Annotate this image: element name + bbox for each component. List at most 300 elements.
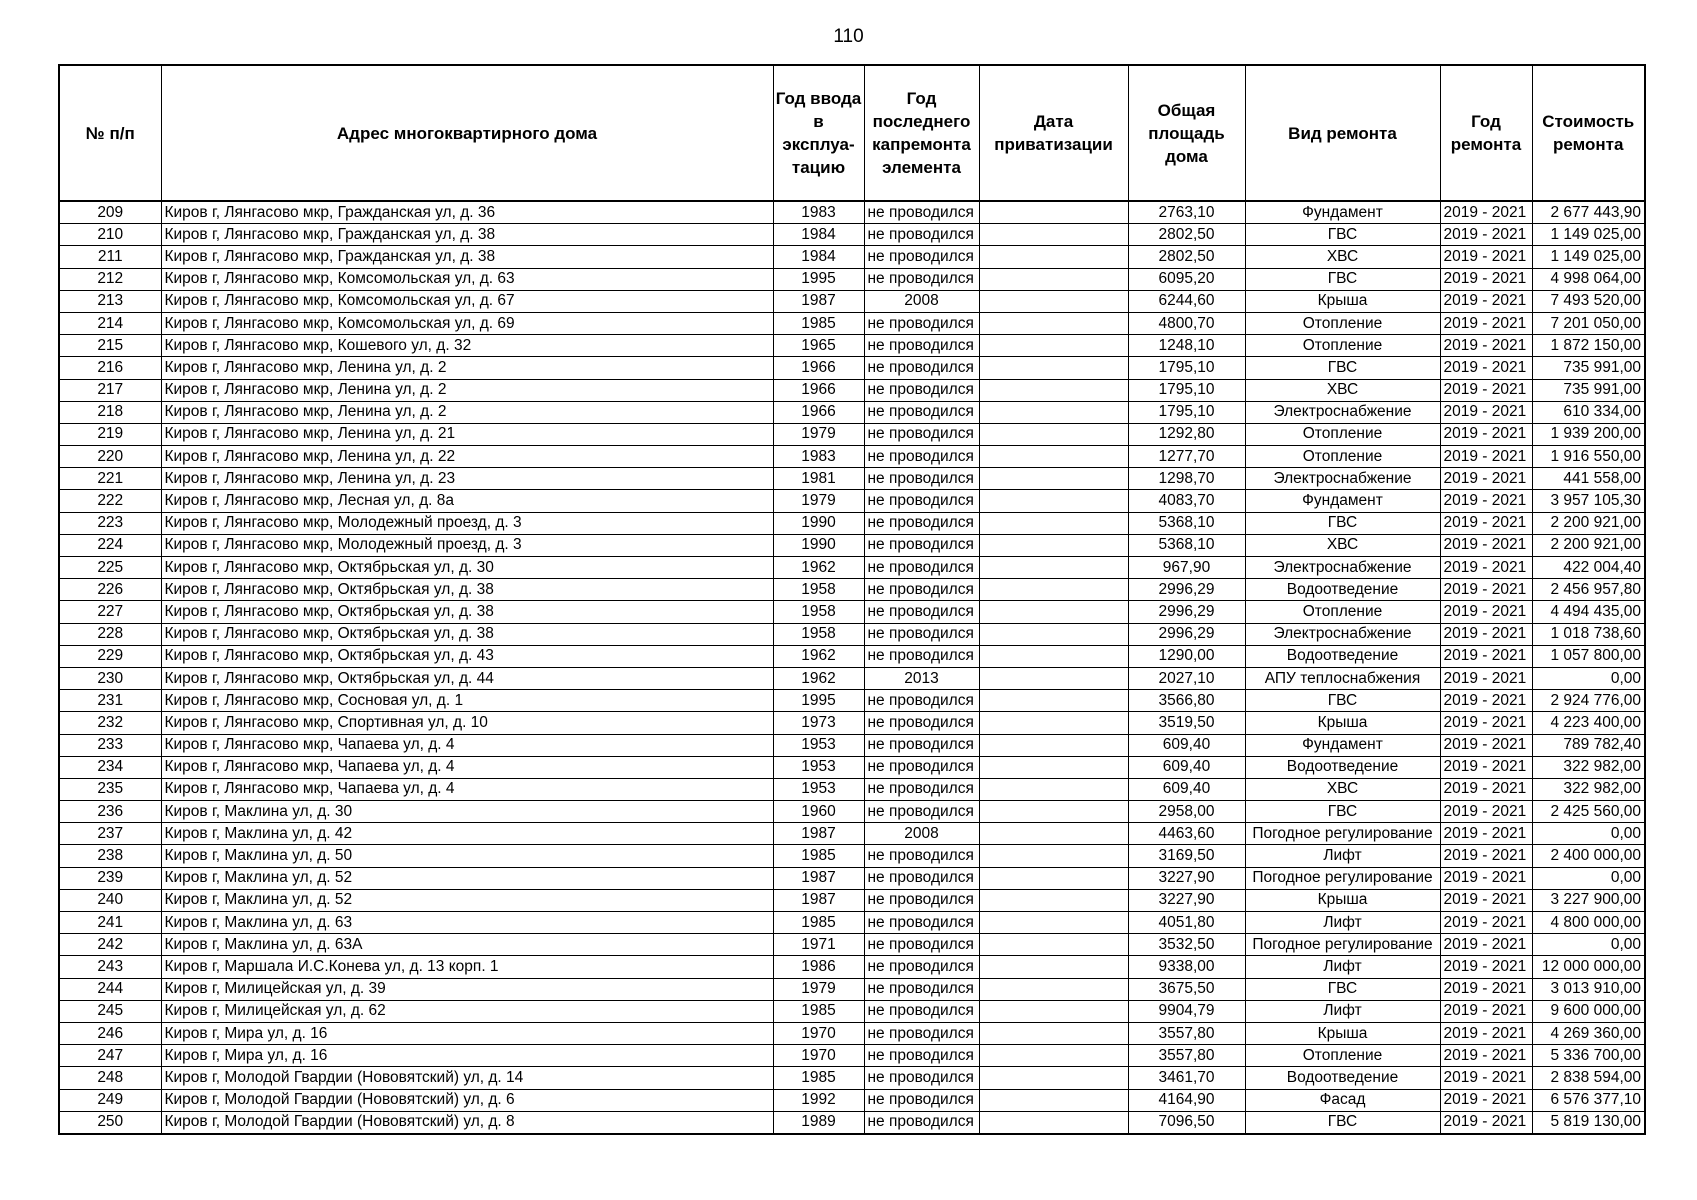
row-address: Киров г, Лянгасово мкр, Молодежный проезд, д. 3 [161,512,773,534]
table-row [59,734,1645,756]
row-repair-kind: ГВС [1245,801,1440,823]
row-privatization [979,645,1128,667]
row-privatization [979,1000,1128,1022]
row-last-repair: не проводился [864,379,979,401]
row-cost: 2 400 000,00 [1532,845,1645,867]
row-last-repair: не проводился [864,534,979,556]
table-row [59,712,1645,734]
row-number: 211 [59,246,161,268]
row-privatization [979,1045,1128,1067]
row-year-built: 1960 [773,801,864,823]
row-repair-period: 2019 - 2021 [1440,512,1532,534]
row-cost: 1 872 150,00 [1532,335,1645,357]
row-repair-kind: Лифт [1245,845,1440,867]
row-privatization [979,601,1128,623]
row-address: Киров г, Лянгасово мкр, Октябрьская ул, д. 38 [161,601,773,623]
row-cost: 4 800 000,00 [1532,912,1645,934]
row-repair-kind: Отопление [1245,423,1440,445]
row-cost: 9 600 000,00 [1532,1000,1645,1022]
row-cost: 1 018 738,60 [1532,623,1645,645]
row-repair-period: 2019 - 2021 [1440,845,1532,867]
row-area: 609,40 [1128,734,1245,756]
row-year-built: 1958 [773,579,864,601]
row-number: 238 [59,845,161,867]
row-number: 220 [59,446,161,468]
row-privatization [979,712,1128,734]
row-year-built: 1990 [773,534,864,556]
row-privatization [979,778,1128,800]
row-cost: 3 957 105,30 [1532,490,1645,512]
row-address: Киров г, Лянгасово мкр, Спортивная ул, д. 10 [161,712,773,734]
row-privatization [979,201,1128,224]
row-repair-period: 2019 - 2021 [1440,335,1532,357]
row-cost: 4 998 064,00 [1532,268,1645,290]
row-number: 231 [59,690,161,712]
row-year-built: 1962 [773,667,864,689]
row-area: 1277,70 [1128,446,1245,468]
table-row [59,845,1645,867]
row-privatization [979,823,1128,845]
row-repair-kind: Фундамент [1245,734,1440,756]
row-last-repair: не проводился [864,224,979,246]
row-repair-kind: Водоотведение [1245,579,1440,601]
row-number: 215 [59,335,161,357]
row-number: 212 [59,268,161,290]
row-number: 218 [59,401,161,423]
row-number: 209 [59,201,161,224]
row-address: Киров г, Мира ул, д. 16 [161,1045,773,1067]
row-privatization [979,534,1128,556]
table-row [59,1000,1645,1022]
row-area: 9338,00 [1128,956,1245,978]
row-area: 4164,90 [1128,1089,1245,1111]
row-address: Киров г, Лянгасово мкр, Гражданская ул, д. 38 [161,246,773,268]
row-repair-kind: ГВС [1245,268,1440,290]
row-privatization [979,512,1128,534]
row-year-built: 1987 [773,823,864,845]
row-cost: 735 991,00 [1532,379,1645,401]
row-repair-kind: ГВС [1245,978,1440,1000]
row-area: 609,40 [1128,778,1245,800]
row-privatization [979,912,1128,934]
row-privatization [979,690,1128,712]
row-number: 222 [59,490,161,512]
header-num: № п/п [59,65,161,201]
row-number: 243 [59,956,161,978]
row-address: Киров г, Лянгасово мкр, Ленина ул, д. 23 [161,468,773,490]
row-last-repair: не проводился [864,734,979,756]
row-address: Киров г, Лянгасово мкр, Комсомольская ул, д. 69 [161,312,773,334]
row-last-repair: 2008 [864,290,979,312]
row-address: Киров г, Лянгасово мкр, Комсомольская ул, д. 63 [161,268,773,290]
row-number: 239 [59,867,161,889]
row-cost: 441 558,00 [1532,468,1645,490]
row-last-repair: не проводился [864,645,979,667]
row-address: Киров г, Лянгасово мкр, Комсомольская ул, д. 67 [161,290,773,312]
row-repair-period: 2019 - 2021 [1440,734,1532,756]
row-repair-kind: Лифт [1245,1000,1440,1022]
table-row [59,579,1645,601]
row-repair-kind: ГВС [1245,224,1440,246]
row-repair-kind: Отопление [1245,312,1440,334]
row-repair-kind: АПУ теплоснабжения [1245,667,1440,689]
row-privatization [979,312,1128,334]
row-last-repair: не проводился [864,778,979,800]
row-year-built: 1992 [773,1089,864,1111]
row-privatization [979,1067,1128,1089]
table-row [59,401,1645,423]
page-number: 110 [833,26,864,47]
table-row [59,778,1645,800]
row-area: 4463,60 [1128,823,1245,845]
row-area: 2027,10 [1128,667,1245,689]
row-area: 1795,10 [1128,401,1245,423]
row-last-repair: не проводился [864,845,979,867]
row-repair-period: 2019 - 2021 [1440,290,1532,312]
table-body [59,201,1645,1134]
row-privatization [979,667,1128,689]
row-repair-period: 2019 - 2021 [1440,401,1532,423]
row-repair-kind: Отопление [1245,601,1440,623]
table-row [59,357,1645,379]
row-area: 1292,80 [1128,423,1245,445]
row-year-built: 1971 [773,934,864,956]
row-year-built: 1979 [773,490,864,512]
row-year-built: 1983 [773,446,864,468]
row-cost: 422 004,40 [1532,557,1645,579]
row-cost: 735 991,00 [1532,357,1645,379]
row-address: Киров г, Лянгасово мкр, Молодежный проезд, д. 3 [161,534,773,556]
row-repair-kind: ХВС [1245,246,1440,268]
row-privatization [979,357,1128,379]
row-repair-kind: Погодное регулирование [1245,934,1440,956]
row-year-built: 1953 [773,734,864,756]
table-row [59,1089,1645,1111]
row-last-repair: не проводился [864,1022,979,1044]
row-area: 4083,70 [1128,490,1245,512]
row-cost: 2 200 921,00 [1532,534,1645,556]
row-area: 1298,70 [1128,468,1245,490]
table-row [59,601,1645,623]
row-privatization [979,423,1128,445]
row-repair-period: 2019 - 2021 [1440,534,1532,556]
row-cost: 2 677 443,90 [1532,201,1645,224]
header-privatization: Дата приватизации [979,65,1128,201]
row-year-built: 1984 [773,224,864,246]
row-address: Киров г, Маклина ул, д. 50 [161,845,773,867]
row-number: 217 [59,379,161,401]
row-number: 235 [59,778,161,800]
row-number: 248 [59,1067,161,1089]
row-year-built: 1985 [773,1067,864,1089]
table-row [59,290,1645,312]
row-last-repair: не проводился [864,1067,979,1089]
row-repair-kind: ГВС [1245,357,1440,379]
row-area: 9904,79 [1128,1000,1245,1022]
row-cost: 322 982,00 [1532,756,1645,778]
row-year-built: 1979 [773,423,864,445]
row-cost: 12 000 000,00 [1532,956,1645,978]
row-number: 241 [59,912,161,934]
table-row [59,557,1645,579]
row-repair-period: 2019 - 2021 [1440,357,1532,379]
row-number: 230 [59,667,161,689]
table-row [59,645,1645,667]
table-row [59,690,1645,712]
row-last-repair: не проводился [864,601,979,623]
row-address: Киров г, Милицейская ул, д. 39 [161,978,773,1000]
table-row [59,801,1645,823]
row-repair-kind: Электроснабжение [1245,468,1440,490]
row-year-built: 1962 [773,557,864,579]
row-area: 7096,50 [1128,1111,1245,1134]
row-repair-period: 2019 - 2021 [1440,712,1532,734]
row-year-built: 1973 [773,712,864,734]
row-address: Киров г, Лянгасово мкр, Чапаева ул, д. 4 [161,756,773,778]
header-area: Общая площадь дома [1128,65,1245,201]
row-repair-kind: Погодное регулирование [1245,867,1440,889]
row-cost: 0,00 [1532,867,1645,889]
row-year-built: 1986 [773,956,864,978]
table-row [59,201,1645,224]
row-year-built: 1985 [773,1000,864,1022]
row-last-repair: не проводился [864,1111,979,1134]
row-area: 6095,20 [1128,268,1245,290]
row-repair-kind: Электроснабжение [1245,623,1440,645]
row-area: 2996,29 [1128,601,1245,623]
row-year-built: 1990 [773,512,864,534]
row-privatization [979,557,1128,579]
row-repair-period: 2019 - 2021 [1440,224,1532,246]
row-year-built: 1985 [773,312,864,334]
row-repair-period: 2019 - 2021 [1440,823,1532,845]
row-repair-kind: Отопление [1245,1045,1440,1067]
row-year-built: 1965 [773,335,864,357]
header-repair-kind: Вид ремонта [1245,65,1440,201]
row-repair-kind: ГВС [1245,512,1440,534]
row-privatization [979,801,1128,823]
row-address: Киров г, Лянгасово мкр, Ленина ул, д. 2 [161,401,773,423]
row-number: 244 [59,978,161,1000]
row-cost: 7 493 520,00 [1532,290,1645,312]
repair-table [58,64,1646,1135]
table-row [59,1045,1645,1067]
row-repair-period: 2019 - 2021 [1440,1045,1532,1067]
row-last-repair: не проводился [864,801,979,823]
row-number: 224 [59,534,161,556]
row-repair-kind: Погодное регулирование [1245,823,1440,845]
row-address: Киров г, Лянгасово мкр, Ленина ул, д. 22 [161,446,773,468]
row-last-repair: не проводился [864,579,979,601]
table-row [59,490,1645,512]
row-repair-kind: ГВС [1245,690,1440,712]
row-last-repair: не проводился [864,335,979,357]
row-area: 1290,00 [1128,645,1245,667]
header-cost: Стоимость ремонта [1532,65,1645,201]
row-privatization [979,867,1128,889]
header-last-repair: Год последнего капремонта элемента [864,65,979,201]
row-year-built: 1981 [773,468,864,490]
row-number: 246 [59,1022,161,1044]
table-row [59,312,1645,334]
row-repair-kind: ХВС [1245,534,1440,556]
row-number: 229 [59,645,161,667]
row-repair-period: 2019 - 2021 [1440,801,1532,823]
row-privatization [979,268,1128,290]
header-address: Адрес многоквартирного дома [161,65,773,201]
row-area: 1795,10 [1128,379,1245,401]
row-privatization [979,335,1128,357]
row-last-repair: не проводился [864,1045,979,1067]
row-address: Киров г, Лянгасово мкр, Лесная ул, д. 8а [161,490,773,512]
row-number: 213 [59,290,161,312]
row-repair-period: 2019 - 2021 [1440,1067,1532,1089]
row-address: Киров г, Маклина ул, д. 63А [161,934,773,956]
row-last-repair: не проводился [864,512,979,534]
row-cost: 4 269 360,00 [1532,1022,1645,1044]
row-cost: 1 916 550,00 [1532,446,1645,468]
row-repair-kind: Электроснабжение [1245,401,1440,423]
row-year-built: 1984 [773,246,864,268]
row-area: 967,90 [1128,557,1245,579]
row-privatization [979,756,1128,778]
table-row [59,1111,1645,1134]
table-row [59,468,1645,490]
row-area: 5368,10 [1128,512,1245,534]
row-repair-period: 2019 - 2021 [1440,1000,1532,1022]
row-year-built: 1987 [773,290,864,312]
row-repair-kind: Отопление [1245,335,1440,357]
row-privatization [979,379,1128,401]
row-cost: 3 227 900,00 [1532,889,1645,911]
table-row [59,1067,1645,1089]
row-year-built: 1995 [773,690,864,712]
row-year-built: 1995 [773,268,864,290]
row-area: 3461,70 [1128,1067,1245,1089]
row-area: 609,40 [1128,756,1245,778]
row-number: 216 [59,357,161,379]
table-row [59,224,1645,246]
row-number: 233 [59,734,161,756]
row-number: 223 [59,512,161,534]
row-number: 225 [59,557,161,579]
row-area: 2996,29 [1128,579,1245,601]
row-year-built: 1970 [773,1022,864,1044]
row-year-built: 1985 [773,912,864,934]
row-last-repair: не проводился [864,468,979,490]
row-repair-period: 2019 - 2021 [1440,1022,1532,1044]
row-repair-period: 2019 - 2021 [1440,379,1532,401]
table-row [59,423,1645,445]
row-address: Киров г, Молодой Гвардии (Нововятский) ул, д. 6 [161,1089,773,1111]
row-address: Киров г, Мира ул, д. 16 [161,1022,773,1044]
row-cost: 0,00 [1532,667,1645,689]
row-cost: 7 201 050,00 [1532,312,1645,334]
table-row [59,756,1645,778]
row-cost: 0,00 [1532,823,1645,845]
row-last-repair: не проводился [864,690,979,712]
row-cost: 1 149 025,00 [1532,224,1645,246]
row-area: 3227,90 [1128,867,1245,889]
row-last-repair: не проводился [864,956,979,978]
row-area: 4800,70 [1128,312,1245,334]
row-address: Киров г, Лянгасово мкр, Ленина ул, д. 21 [161,423,773,445]
row-cost: 0,00 [1532,934,1645,956]
row-address: Киров г, Лянгасово мкр, Ленина ул, д. 2 [161,357,773,379]
table-row [59,823,1645,845]
row-last-repair: не проводился [864,1089,979,1111]
row-repair-kind: Фасад [1245,1089,1440,1111]
table-row [59,534,1645,556]
row-number: 232 [59,712,161,734]
row-repair-kind: Лифт [1245,956,1440,978]
row-area: 3532,50 [1128,934,1245,956]
row-privatization [979,734,1128,756]
row-area: 1248,10 [1128,335,1245,357]
row-cost: 4 494 435,00 [1532,601,1645,623]
row-address: Киров г, Милицейская ул, д. 62 [161,1000,773,1022]
row-repair-period: 2019 - 2021 [1440,423,1532,445]
row-repair-period: 2019 - 2021 [1440,1111,1532,1134]
table-row [59,246,1645,268]
row-address: Киров г, Лянгасово мкр, Гражданская ул, д. 38 [161,224,773,246]
row-year-built: 1966 [773,357,864,379]
row-number: 240 [59,889,161,911]
row-privatization [979,446,1128,468]
row-repair-period: 2019 - 2021 [1440,645,1532,667]
row-number: 250 [59,1111,161,1134]
table-row [59,446,1645,468]
row-repair-kind: Фундамент [1245,201,1440,224]
row-area: 2802,50 [1128,246,1245,268]
row-year-built: 1987 [773,867,864,889]
row-year-built: 1983 [773,201,864,224]
row-cost: 1 939 200,00 [1532,423,1645,445]
row-repair-period: 2019 - 2021 [1440,934,1532,956]
row-privatization [979,579,1128,601]
row-last-repair: 2013 [864,667,979,689]
row-cost: 2 425 560,00 [1532,801,1645,823]
row-privatization [979,1089,1128,1111]
header-row [59,65,1645,201]
row-repair-period: 2019 - 2021 [1440,956,1532,978]
row-number: 228 [59,623,161,645]
row-number: 242 [59,934,161,956]
row-privatization [979,401,1128,423]
row-cost: 4 223 400,00 [1532,712,1645,734]
row-repair-period: 2019 - 2021 [1440,1089,1532,1111]
row-area: 3557,80 [1128,1045,1245,1067]
row-year-built: 1985 [773,845,864,867]
row-year-built: 1953 [773,756,864,778]
table-row [59,623,1645,645]
row-address: Киров г, Молодой Гвардии (Нововятский) ул, д. 14 [161,1067,773,1089]
row-repair-period: 2019 - 2021 [1440,557,1532,579]
row-cost: 2 456 957,80 [1532,579,1645,601]
table-row [59,379,1645,401]
row-area: 2763,10 [1128,201,1245,224]
row-area: 3675,50 [1128,978,1245,1000]
row-repair-period: 2019 - 2021 [1440,268,1532,290]
row-repair-period: 2019 - 2021 [1440,246,1532,268]
table-row [59,912,1645,934]
row-repair-period: 2019 - 2021 [1440,867,1532,889]
table-row [59,934,1645,956]
row-last-repair: не проводился [864,712,979,734]
row-privatization [979,468,1128,490]
table-row [59,867,1645,889]
row-repair-period: 2019 - 2021 [1440,667,1532,689]
